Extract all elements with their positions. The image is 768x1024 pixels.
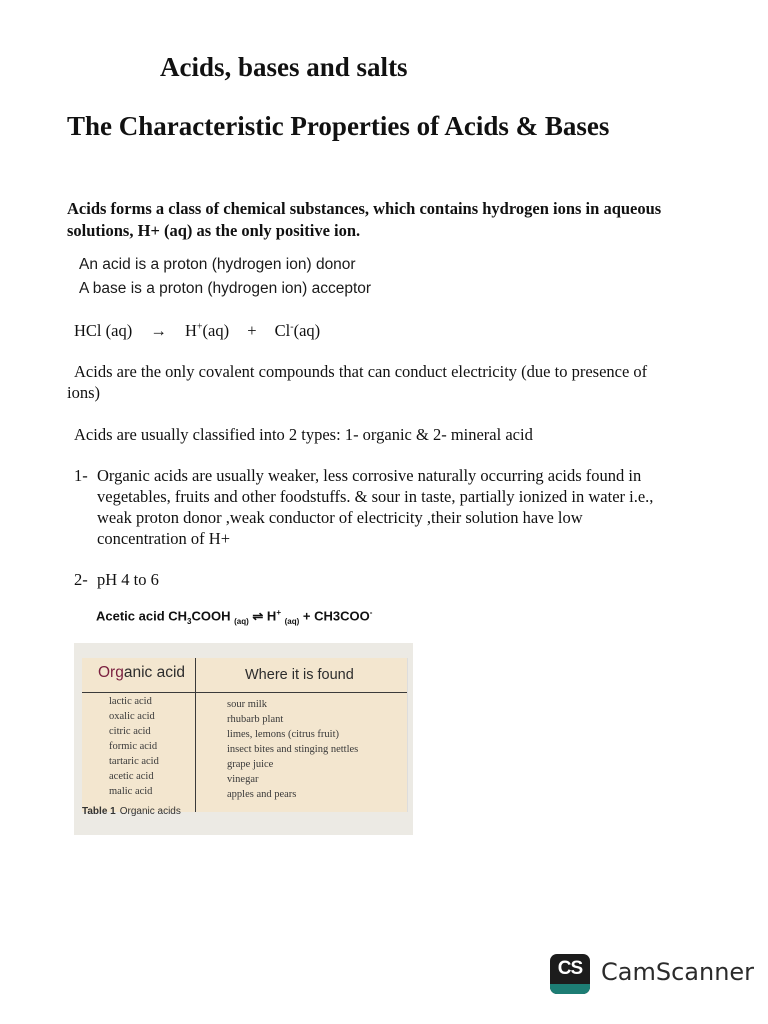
intro-paragraph: Acids forms a class of chemical substances, which contains hydrogen ions in aqueous solutions, H+ (aq) as the only positive ion. bbox=[67, 199, 662, 240]
acid-cell: acetic acid bbox=[109, 771, 154, 782]
list-number: 1- bbox=[74, 466, 88, 485]
place-cell: limes, lemons (citrus fruit) bbox=[227, 729, 339, 740]
acid-cell: lactic acid bbox=[109, 696, 152, 707]
column-divider bbox=[195, 658, 196, 812]
place-cell: grape juice bbox=[227, 759, 274, 770]
header-rule bbox=[82, 692, 407, 693]
list-text: pH 4 to 6 bbox=[97, 570, 159, 589]
camscanner-brand: CamScanner bbox=[601, 958, 755, 986]
equation-product-chloride: Cl-(aq) bbox=[274, 321, 321, 340]
list-item bbox=[74, 569, 374, 590]
list-item bbox=[74, 465, 674, 549]
column-header-organic-acid: Organic acid bbox=[98, 664, 186, 681]
place-cell: apples and pears bbox=[227, 789, 297, 800]
camscanner-logo-icon bbox=[550, 954, 590, 994]
place-cell: insect bites and stinging nettles bbox=[227, 744, 359, 755]
place-cell: vinegar bbox=[227, 774, 259, 785]
hcl-dissociation-equation bbox=[74, 321, 320, 341]
logo-stripe bbox=[550, 984, 590, 994]
organic-acids-table-image bbox=[74, 643, 413, 835]
acid-cell: tartaric acid bbox=[109, 756, 159, 767]
equation-product-hydrogen: H+(aq) bbox=[184, 321, 230, 340]
column-header-where-found: Where it is found bbox=[245, 667, 354, 683]
where-found-column bbox=[227, 697, 358, 802]
table-panel bbox=[82, 658, 408, 812]
equation-reactant: HCl (aq) bbox=[74, 321, 133, 340]
section-heading: The Characteristic Properties of Acids & Bases bbox=[67, 111, 610, 141]
conductivity-paragraph: Acids are the only covalent compounds that can conduct electricity (due to presence of ions) bbox=[67, 362, 648, 402]
equation-plus: + bbox=[247, 321, 257, 340]
acid-cell: citric acid bbox=[109, 726, 151, 737]
acid-cell: malic acid bbox=[109, 786, 153, 797]
table-caption: Table 1 Organic acids bbox=[82, 806, 181, 817]
acetic-acid-equation: Acetic acid $CH_3COOH$ $_{(aq)}$ ⇌ H+ $_{(aq)}$ + CH3COO- bbox=[96, 608, 373, 626]
logo-text: CS bbox=[557, 958, 583, 979]
acid-column bbox=[109, 694, 159, 799]
acid-cell: formic acid bbox=[109, 741, 158, 752]
equation-arrow: → bbox=[150, 321, 167, 340]
base-definition: A base is a proton (hydrogen ion) acceptor bbox=[79, 280, 372, 297]
list-number: 2- bbox=[74, 570, 88, 589]
place-cell: rhubarb plant bbox=[227, 714, 284, 725]
classification-paragraph: Acids are usually classified into 2 types: 1- organic & 2- mineral acid bbox=[74, 425, 533, 444]
acid-definition: An acid is a proton (hydrogen ion) donor bbox=[79, 256, 356, 273]
acid-cell: oxalic acid bbox=[109, 711, 155, 722]
document-title: Acids, bases and salts bbox=[160, 52, 408, 82]
place-cell: sour milk bbox=[227, 699, 267, 710]
list-text: Organic acids are usually weaker, less corrosive naturally occurring acids found in vegetables, fruits and other foodstuffs. & sour in taste, partially ionized in water i.e., weak proton donor ,weak conductor of electricity ,their solution have low concentration of H+ bbox=[97, 466, 654, 548]
